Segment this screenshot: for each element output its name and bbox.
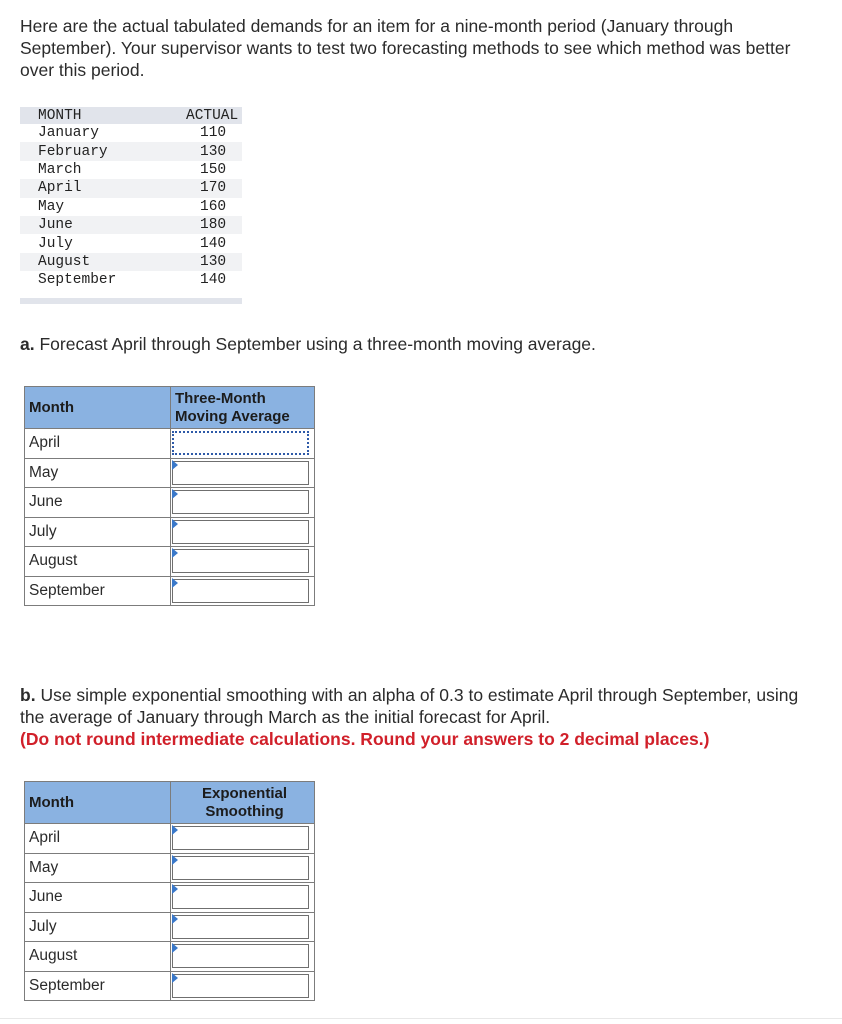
moving-average-input-may[interactable] (172, 461, 309, 485)
actual-cell: 170 (158, 179, 242, 197)
answer-marker-icon (172, 489, 178, 499)
answer-marker-icon (172, 548, 178, 558)
month-label: June (25, 883, 171, 913)
answer-marker-icon (172, 914, 178, 924)
month-label: July (25, 912, 171, 942)
moving-average-input-april[interactable] (172, 431, 309, 455)
part-b-label: b. (20, 685, 36, 705)
table-row (20, 198, 242, 216)
table-row (25, 971, 315, 1001)
answer-marker-icon (172, 519, 178, 529)
month-cell: July (38, 235, 73, 252)
month-label: April (25, 824, 171, 854)
actual-header: ACTUAL (158, 107, 242, 124)
moving-average-input-august[interactable] (172, 549, 309, 573)
answer-marker-icon (172, 855, 178, 865)
demand-table (20, 107, 242, 304)
smoothing-input-september[interactable] (172, 974, 309, 998)
month-label: July (25, 517, 171, 547)
table-row (20, 161, 242, 179)
month-cell: April (20, 179, 158, 197)
month-cell: September (38, 272, 117, 289)
table-row (20, 142, 242, 160)
smoothing-input-june[interactable] (172, 885, 309, 909)
answer-marker-icon (172, 973, 178, 983)
table-row (20, 271, 242, 289)
header-line-2: Moving Average (175, 407, 290, 425)
table-row (25, 429, 315, 459)
table-row (20, 216, 242, 234)
table-row (20, 179, 242, 197)
part-a-label: a. (20, 334, 35, 354)
month-label: May (25, 853, 171, 883)
intro-paragraph: Here are the actual tabulated demands for an item for a nine-month period (January through September). Your supervisor wants to test two forecasting methods to see which method was better over this period. (20, 16, 791, 80)
part-a-question (20, 333, 820, 355)
table-row (25, 576, 315, 606)
header-line-1: Three-Month (175, 389, 266, 407)
table-row (25, 488, 315, 518)
moving-average-input-july[interactable] (172, 520, 309, 544)
actual-cell: 140 (200, 235, 227, 252)
answer-marker-icon (172, 578, 178, 588)
divider (0, 1018, 842, 1019)
table-row (25, 883, 315, 913)
month-label: August (25, 942, 171, 972)
exponential-smoothing-column-header (171, 782, 315, 824)
month-label: September (25, 576, 171, 606)
month-cell: January (38, 125, 99, 142)
actual-cell: 150 (200, 161, 227, 178)
month-header: MONTH (20, 107, 158, 124)
smoothing-input-may[interactable] (172, 856, 309, 880)
month-label: August (25, 547, 171, 577)
header-line-1: Exponential (201, 784, 287, 802)
month-column-header: Month (25, 782, 171, 824)
actual-cell: 180 (158, 216, 242, 234)
month-label: April (25, 429, 171, 459)
table-row (25, 824, 315, 854)
month-cell: February (20, 142, 158, 160)
answer-marker-icon (172, 460, 178, 470)
moving-average-column-header (171, 387, 315, 429)
table-row (20, 124, 242, 142)
moving-average-table (24, 386, 315, 606)
table-row (25, 458, 315, 488)
table-row (25, 912, 315, 942)
month-label: June (25, 488, 171, 518)
table-row (25, 942, 315, 972)
table-footer-bar (20, 298, 158, 304)
part-b-question (20, 684, 820, 750)
table-row (25, 547, 315, 577)
table-row (25, 517, 315, 547)
month-label: September (25, 971, 171, 1001)
smoothing-input-august[interactable] (172, 944, 309, 968)
answer-marker-icon (172, 943, 178, 953)
exponential-smoothing-table (24, 781, 315, 1001)
smoothing-input-july[interactable] (172, 915, 309, 939)
table-row (20, 234, 242, 252)
actual-cell: 130 (158, 253, 242, 271)
table-row (25, 853, 315, 883)
month-cell: June (20, 216, 158, 234)
month-cell: May (38, 198, 65, 215)
moving-average-input-september[interactable] (172, 579, 309, 603)
answer-marker-icon (172, 884, 178, 894)
actual-cell: 140 (200, 272, 227, 289)
header-line-2: Smoothing (205, 802, 284, 820)
month-cell: August (20, 253, 158, 271)
month-column-header: Month (25, 387, 171, 429)
moving-average-input-june[interactable] (172, 490, 309, 514)
actual-cell: 110 (200, 125, 227, 142)
month-label: May (25, 458, 171, 488)
part-a-text: Forecast April through September using a three-month moving average. (39, 334, 596, 354)
smoothing-input-april[interactable] (172, 826, 309, 850)
month-cell: March (38, 161, 82, 178)
answer-marker-icon (172, 825, 178, 835)
part-b-text: Use simple exponential smoothing with an alpha of 0.3 to estimate April through September, using the average of January through March as the initial forecast for April. (20, 685, 799, 727)
actual-cell: 130 (158, 142, 242, 160)
actual-cell: 160 (200, 198, 227, 215)
table-row (20, 253, 242, 271)
rounding-note: (Do not round intermediate calculations. Round your answers to 2 decimal places.) (20, 729, 710, 749)
